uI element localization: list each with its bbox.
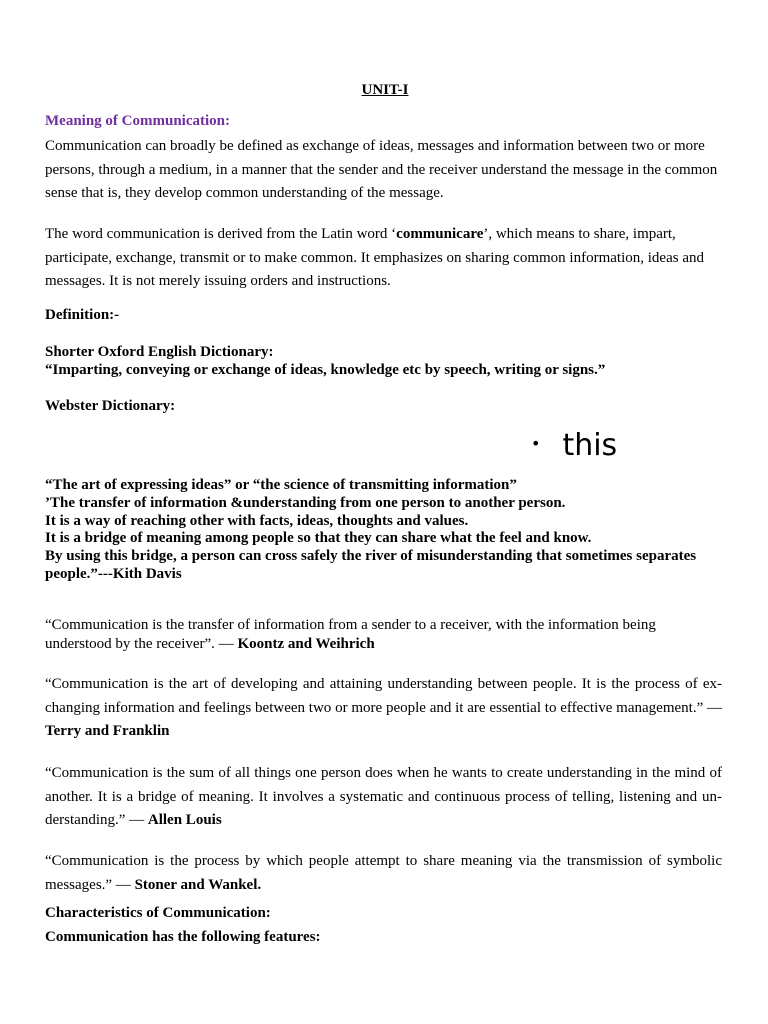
webster-line: It is a way of reaching other with facts, ideas, thoughts and values. (45, 512, 469, 529)
para2-text-after: ’, which means to share, impart, participate, exchange, transmit or to make common. It emphasizes on sharing common information, ideas and messages. It is not merely issuing orders and instructions. (45, 226, 704, 289)
bullet-text: this (562, 428, 618, 463)
stoner-text: “Communication is the process by which people attempt to share meaning via the transmission of symbolic messages.” — (45, 853, 722, 893)
koontz-text: “Communication is the transfer of information from a sender to a receiver, with the information being understood by the receiver”. — (45, 617, 656, 652)
webster-line: ’The transfer of information &understanding from one person to another person. (45, 494, 566, 511)
webster-line: By using this bridge, a person can cross safely the river of misunderstanding that sometimes separates people.”---Kith Davis (45, 548, 697, 582)
oxford-quote: “Imparting, conveying or exchange of ideas, knowledge etc by speech, writing or signs.” (45, 361, 606, 378)
webster-line: “The art of expressing ideas” or “the science of transmitting information” (45, 477, 517, 493)
stoner-quote (45, 850, 722, 897)
characteristics-subheading: Communication has the following features: (45, 928, 321, 945)
allen-quote (45, 762, 722, 833)
bullet-icon: • (531, 434, 541, 453)
webster-heading: Webster Dictionary: (45, 398, 176, 414)
webster-line: It is a bridge of meaning among people so that they can share what the feel and know. (45, 530, 592, 547)
para2-text-before: The word communication is derived from the Latin word ‘ (45, 226, 397, 242)
terry-quote (45, 673, 722, 744)
oxford-title: Shorter Oxford English Dictionary: (45, 344, 274, 360)
terry-author: Terry and Franklin (45, 723, 170, 739)
allen-author: Allen Louis (147, 812, 222, 828)
allen-text: “Communication is the sum of all things one person does when he wants to create understanding in the mind of another. It is a bridge of meaning. It involves a systematic and continuous process of telling, listening and un-derstanding.” — (45, 765, 722, 828)
koontz-quote (45, 616, 722, 654)
oxford-definition (45, 344, 605, 379)
meaning-paragraph-2 (45, 223, 722, 294)
webster-quote (45, 477, 722, 584)
stoner-author: Stoner and Wankel. (134, 876, 262, 893)
meaning-heading: Meaning of Communication: (45, 113, 230, 129)
latin-word: communicare (396, 226, 484, 242)
unit-title: UNIT-I (361, 82, 409, 98)
bullet-item (531, 428, 617, 463)
terry-text: “Communication is the art of developing and attaining understanding between people. It is the process of ex-changing information and feelings between two or more people and it are essential to effective management.” — (45, 676, 722, 716)
characteristics-heading: Characteristics of Communication: (45, 905, 271, 921)
meaning-paragraph-1: Communication can broadly be defined as exchange of ideas, messages and information between two or more persons, through a medium, in a manner that the sender and the receiver understand the message in the common sense that is, they develop common understanding of the message. (45, 138, 718, 201)
definition-heading: Definition:- (45, 307, 120, 323)
characteristics-section (45, 902, 321, 949)
koontz-author: Koontz and Weihrich (237, 636, 375, 652)
